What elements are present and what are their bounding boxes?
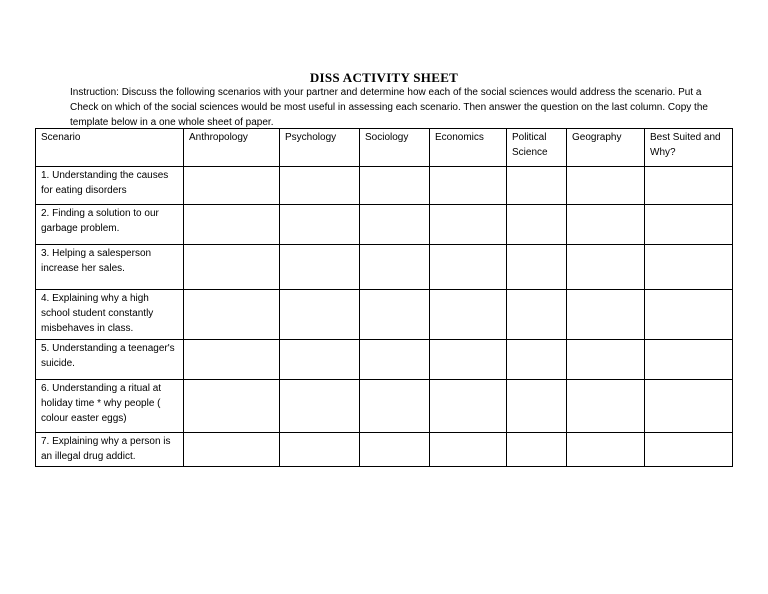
best-suited-cell	[645, 433, 733, 467]
table-row	[36, 340, 733, 380]
psychology-cell	[280, 167, 360, 205]
scenario-cell: 4. Explaining why a high school student constantly misbehaves in class.	[36, 290, 184, 340]
anthropology-cell	[184, 290, 280, 340]
sociology-cell	[360, 433, 430, 467]
economics-cell	[430, 245, 507, 290]
best-suited-cell	[645, 340, 733, 380]
economics-cell	[430, 433, 507, 467]
instruction-text: Instruction: Discuss the following scenarios with your partner and determine how each of the social sciences would address the scenario. Put a Check on which of the social sciences would be most useful in assessing each scenario. Then answer the question on the last column. Copy the template below in a one whole sheet of paper.	[70, 87, 708, 128]
anthropology-cell	[184, 433, 280, 467]
best-suited-cell	[645, 205, 733, 245]
sociology-cell	[360, 167, 430, 205]
psychology-cell	[280, 433, 360, 467]
table-header-row	[36, 129, 733, 167]
activity-table	[35, 128, 733, 467]
scenario-cell: 3. Helping a salesperson increase her sales.	[36, 245, 184, 290]
header-sociology: Sociology	[360, 129, 430, 167]
best-suited-cell	[645, 380, 733, 433]
sociology-cell	[360, 340, 430, 380]
psychology-cell	[280, 245, 360, 290]
page-title: DISS ACTIVITY SHEET	[309, 70, 459, 85]
header-economics: Economics	[430, 129, 507, 167]
psychology-cell	[280, 290, 360, 340]
anthropology-cell	[184, 205, 280, 245]
economics-cell	[430, 167, 507, 205]
best-suited-cell	[645, 167, 733, 205]
table-row	[36, 380, 733, 433]
sociology-cell	[360, 245, 430, 290]
geography-cell	[567, 245, 645, 290]
header-anthropology: Anthropology	[184, 129, 280, 167]
geography-cell	[567, 167, 645, 205]
economics-cell	[430, 380, 507, 433]
anthropology-cell	[184, 380, 280, 433]
economics-cell	[430, 205, 507, 245]
political-science-cell	[507, 290, 567, 340]
table-row	[36, 290, 733, 340]
scenario-cell: 5. Understanding a teenager's suicide.	[36, 340, 184, 380]
scenario-cell: 2. Finding a solution to our garbage problem.	[36, 205, 184, 245]
sociology-cell	[360, 290, 430, 340]
psychology-cell	[280, 340, 360, 380]
political-science-cell	[507, 205, 567, 245]
table-row	[36, 205, 733, 245]
scenario-cell: 1. Understanding the causes for eating disorders	[36, 167, 184, 205]
header-scenario: Scenario	[36, 129, 184, 167]
geography-cell	[567, 380, 645, 433]
geography-cell	[567, 290, 645, 340]
economics-cell	[430, 290, 507, 340]
political-science-cell	[507, 340, 567, 380]
anthropology-cell	[184, 167, 280, 205]
scenario-cell: 7. Explaining why a person is an illegal drug addict.	[36, 433, 184, 467]
header-geography: Geography	[567, 129, 645, 167]
best-suited-cell	[645, 290, 733, 340]
table-row	[36, 433, 733, 467]
psychology-cell	[280, 205, 360, 245]
header-political-science: Political Science	[507, 129, 567, 167]
political-science-cell	[507, 433, 567, 467]
sociology-cell	[360, 380, 430, 433]
anthropology-cell	[184, 340, 280, 380]
political-science-cell	[507, 167, 567, 205]
header-psychology: Psychology	[280, 129, 360, 167]
best-suited-cell	[645, 245, 733, 290]
political-science-cell	[507, 380, 567, 433]
scenario-cell: 6. Understanding a ritual at holiday time * why people ( colour easter eggs)	[36, 380, 184, 433]
geography-cell	[567, 205, 645, 245]
geography-cell	[567, 340, 645, 380]
anthropology-cell	[184, 245, 280, 290]
header-best-suited: Best Suited and Why?	[645, 129, 733, 167]
geography-cell	[567, 433, 645, 467]
table-row	[36, 167, 733, 205]
table-row	[36, 245, 733, 290]
economics-cell	[430, 340, 507, 380]
sociology-cell	[360, 205, 430, 245]
political-science-cell	[507, 245, 567, 290]
psychology-cell	[280, 380, 360, 433]
